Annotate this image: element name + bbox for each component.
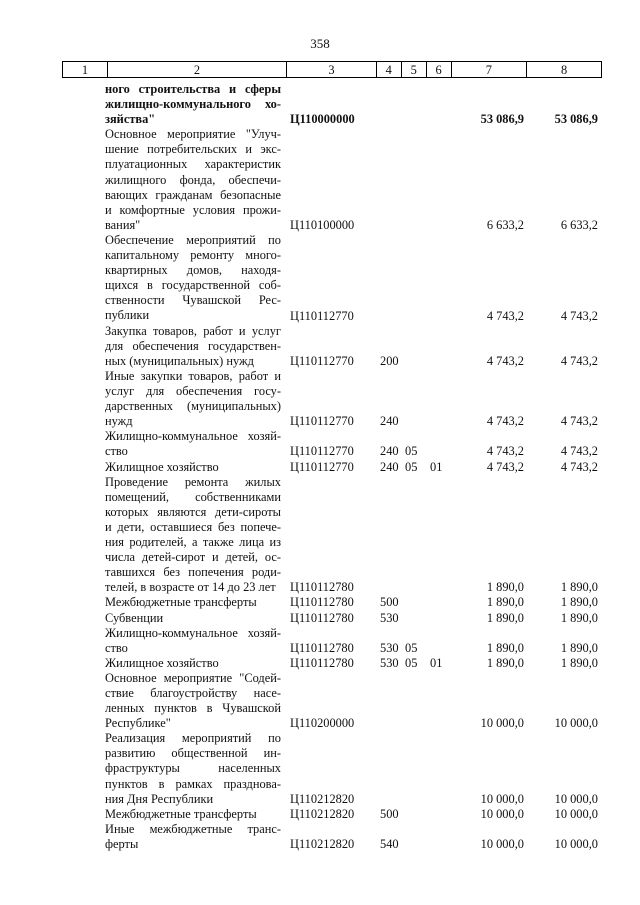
description-line: ство — [105, 640, 128, 655]
expense-type: 240 — [380, 414, 399, 429]
expense-type: 500 — [380, 806, 399, 821]
header-col-1: 1 — [81, 63, 89, 77]
amount-col-8: 10 000,0 — [554, 716, 598, 731]
amount-col-7: 10 000,0 — [480, 716, 524, 731]
description-line: фраструктуры населенных — [105, 761, 281, 776]
expense-type: 540 — [380, 836, 399, 851]
description-line: Основное мероприятие "Содей- — [105, 670, 281, 685]
row-description — [105, 127, 281, 233]
row-description — [105, 671, 281, 731]
description-line: для обеспечения государствен- — [105, 338, 281, 353]
expense-type: 530 — [380, 655, 399, 670]
table-row — [0, 611, 640, 626]
budget-code: Ц110000000 — [290, 112, 355, 127]
amount-col-7: 6 633,2 — [486, 217, 524, 232]
amount-col-7: 1 890,0 — [486, 580, 524, 595]
description-line: тавшихся без попечения роди- — [105, 565, 281, 580]
row-description — [105, 807, 281, 822]
expense-type: 240 — [380, 459, 399, 474]
budget-code: Ц110112770 — [290, 444, 354, 459]
description-line: ного строительства и сферы — [105, 82, 281, 96]
description-line: ленных пунктов в Чувашской — [105, 701, 281, 716]
description-line: дарственных (муниципальных) — [105, 399, 281, 414]
table-row — [0, 731, 640, 807]
expense-type: 240 — [380, 444, 399, 459]
amount-col-7: 4 743,2 — [486, 459, 524, 474]
section: 05 — [405, 444, 418, 459]
amount-col-8: 1 890,0 — [560, 595, 598, 610]
description-line: жилищно-коммунального хо- — [105, 97, 281, 112]
amount-col-7: 1 890,0 — [486, 655, 524, 670]
header-col-8: 8 — [526, 62, 601, 77]
description-line: Жилищное хозяйство — [105, 655, 219, 670]
budget-code: Ц110112770 — [290, 459, 354, 474]
description-line: услуг для обеспечения госу- — [105, 383, 281, 398]
description-line: публики — [105, 308, 150, 323]
row-description — [105, 82, 281, 127]
budget-code: Ц110212820 — [290, 791, 355, 806]
table-row — [0, 656, 640, 671]
amount-col-8: 4 743,2 — [560, 414, 598, 429]
budget-code: Ц110100000 — [290, 217, 355, 232]
amount-col-7: 4 743,2 — [486, 444, 524, 459]
amount-col-8: 53 086,9 — [554, 112, 598, 127]
table-row — [0, 671, 640, 731]
budget-code: Ц110112780 — [290, 580, 354, 595]
description-line: ствие благоустройству насе- — [105, 685, 281, 700]
description-line: телей, в возрасте от 14 до 23 лет — [105, 580, 276, 595]
amount-col-8: 1 890,0 — [560, 655, 598, 670]
description-line: ния родителей, а также лица из — [105, 534, 281, 549]
budget-code: Ц110112780 — [290, 595, 354, 610]
budget-code: Ц110212820 — [290, 806, 355, 821]
section: 05 — [405, 655, 418, 670]
row-description — [105, 822, 281, 852]
header-col-5: 5 — [401, 62, 426, 77]
row-description — [105, 626, 281, 656]
row-description — [105, 324, 281, 369]
description-line: плуатационных характеристик — [105, 157, 281, 172]
subsection: 01 — [430, 655, 443, 670]
description-line: пунктов в рамках празднова- — [105, 776, 281, 791]
amount-col-8: 10 000,0 — [554, 836, 598, 851]
header-col-2: 2 — [107, 62, 286, 77]
table-row — [0, 460, 640, 475]
description-line: Иные межбюджетные транс- — [105, 821, 281, 836]
row-description — [105, 429, 281, 459]
budget-code: Ц110112770 — [290, 353, 354, 368]
row-description — [105, 475, 281, 596]
amount-col-7: 4 743,2 — [486, 414, 524, 429]
budget-code: Ц110112780 — [290, 655, 354, 670]
description-line: щихся в государственной соб- — [105, 278, 281, 293]
expense-type: 530 — [380, 610, 399, 625]
description-line: ство — [105, 444, 128, 459]
description-line: жилищного фонда, обеспечи- — [105, 172, 281, 187]
description-line: Межбюджетные трансферты — [105, 806, 257, 821]
budget-code: Ц110112770 — [290, 414, 354, 429]
description-line: помещений, собственниками — [105, 489, 281, 504]
table-row — [0, 82, 640, 127]
description-line: Проведение ремонта жилых — [105, 474, 281, 489]
table-row — [0, 475, 640, 596]
table-row — [0, 626, 640, 656]
amount-col-7: 1 890,0 — [486, 610, 524, 625]
table-row — [0, 369, 640, 429]
amount-col-8: 1 890,0 — [560, 580, 598, 595]
header-col-7: 7 — [451, 62, 527, 77]
subsection: 01 — [430, 459, 443, 474]
description-line: ферты — [105, 836, 139, 851]
row-description — [105, 731, 281, 806]
row-description — [105, 656, 281, 671]
budget-code: Ц110212820 — [290, 836, 355, 851]
description-line: Иные закупки товаров, работ и — [105, 368, 281, 383]
row-description — [105, 233, 281, 324]
amount-col-8: 4 743,2 — [560, 444, 598, 459]
amount-col-8: 4 743,2 — [560, 459, 598, 474]
header-col-6: 6 — [426, 62, 451, 77]
table-row — [0, 127, 640, 233]
table-row — [0, 233, 640, 324]
expense-type: 200 — [380, 353, 399, 368]
description-line: Республике" — [105, 716, 171, 731]
page-number: 358 — [310, 36, 330, 51]
row-description — [105, 460, 281, 475]
description-line: нужд — [105, 414, 133, 429]
table-row — [0, 595, 640, 610]
description-line: капитальному ремонту много- — [105, 248, 281, 263]
description-line: ственности Чувашской Рес- — [105, 293, 281, 308]
description-line: шение потребительских и экс- — [105, 142, 281, 157]
section: 05 — [405, 640, 418, 655]
description-line: и комфортные условия прожи- — [105, 202, 281, 217]
table-row — [0, 807, 640, 822]
description-line: Жилищно-коммунальное хозяй- — [105, 625, 281, 640]
table-row — [0, 822, 640, 852]
amount-col-7: 1 890,0 — [486, 640, 524, 655]
row-description — [105, 595, 281, 610]
description-line: и дети, оставшиеся без попече- — [105, 519, 281, 534]
amount-col-7: 1 890,0 — [486, 595, 524, 610]
description-line: Основное мероприятие "Улуч- — [105, 127, 281, 142]
description-line: Обеспечение мероприятий по — [105, 233, 281, 247]
amount-col-7: 4 743,2 — [486, 308, 524, 323]
description-line: Межбюджетные трансферты — [105, 595, 257, 610]
amount-col-7: 10 000,0 — [480, 806, 524, 821]
row-description — [105, 611, 281, 626]
description-line: Реализация мероприятий по — [105, 731, 281, 746]
description-line: ных (муниципальных) нужд — [105, 353, 254, 368]
description-line: Закупка товаров, работ и услуг — [105, 323, 281, 338]
table-row — [0, 324, 640, 369]
amount-col-7: 10 000,0 — [480, 836, 524, 851]
description-line: ния Дня Республики — [105, 791, 214, 806]
header-col-4: 4 — [376, 62, 401, 77]
table-header — [62, 61, 602, 78]
description-line: вания" — [105, 217, 141, 232]
amount-col-8: 4 743,2 — [560, 353, 598, 368]
description-line: зяйства" — [105, 112, 156, 127]
description-line: вающих гражданам безопасные — [105, 187, 281, 202]
budget-code: Ц110200000 — [290, 716, 355, 731]
description-line: Субвенции — [105, 610, 164, 625]
header-col-3: 3 — [286, 62, 376, 77]
row-description — [105, 369, 281, 429]
description-line: Жилищное хозяйство — [105, 459, 219, 474]
description-line: числа детей-сирот и детей, ос- — [105, 550, 281, 565]
amount-col-7: 53 086,9 — [480, 112, 524, 127]
amount-col-8: 10 000,0 — [554, 806, 598, 821]
amount-col-7: 4 743,2 — [486, 353, 524, 368]
section: 05 — [405, 459, 418, 474]
description-line: квартирных домов, находя- — [105, 263, 281, 278]
amount-col-8: 1 890,0 — [560, 610, 598, 625]
budget-code: Ц110112780 — [290, 640, 354, 655]
budget-code: Ц110112770 — [290, 308, 354, 323]
amount-col-8: 6 633,2 — [560, 217, 598, 232]
description-line: которых являются дети-сироты — [105, 504, 281, 519]
amount-col-8: 1 890,0 — [560, 640, 598, 655]
description-line: Жилищно-коммунальное хозяй- — [105, 429, 281, 444]
table-row — [0, 429, 640, 459]
amount-col-8: 10 000,0 — [554, 791, 598, 806]
budget-code: Ц110112780 — [290, 610, 354, 625]
amount-col-8: 4 743,2 — [560, 308, 598, 323]
expense-type: 500 — [380, 595, 399, 610]
amount-col-7: 10 000,0 — [480, 791, 524, 806]
description-line: развитию общественной ин- — [105, 746, 281, 761]
expense-type: 530 — [380, 640, 399, 655]
